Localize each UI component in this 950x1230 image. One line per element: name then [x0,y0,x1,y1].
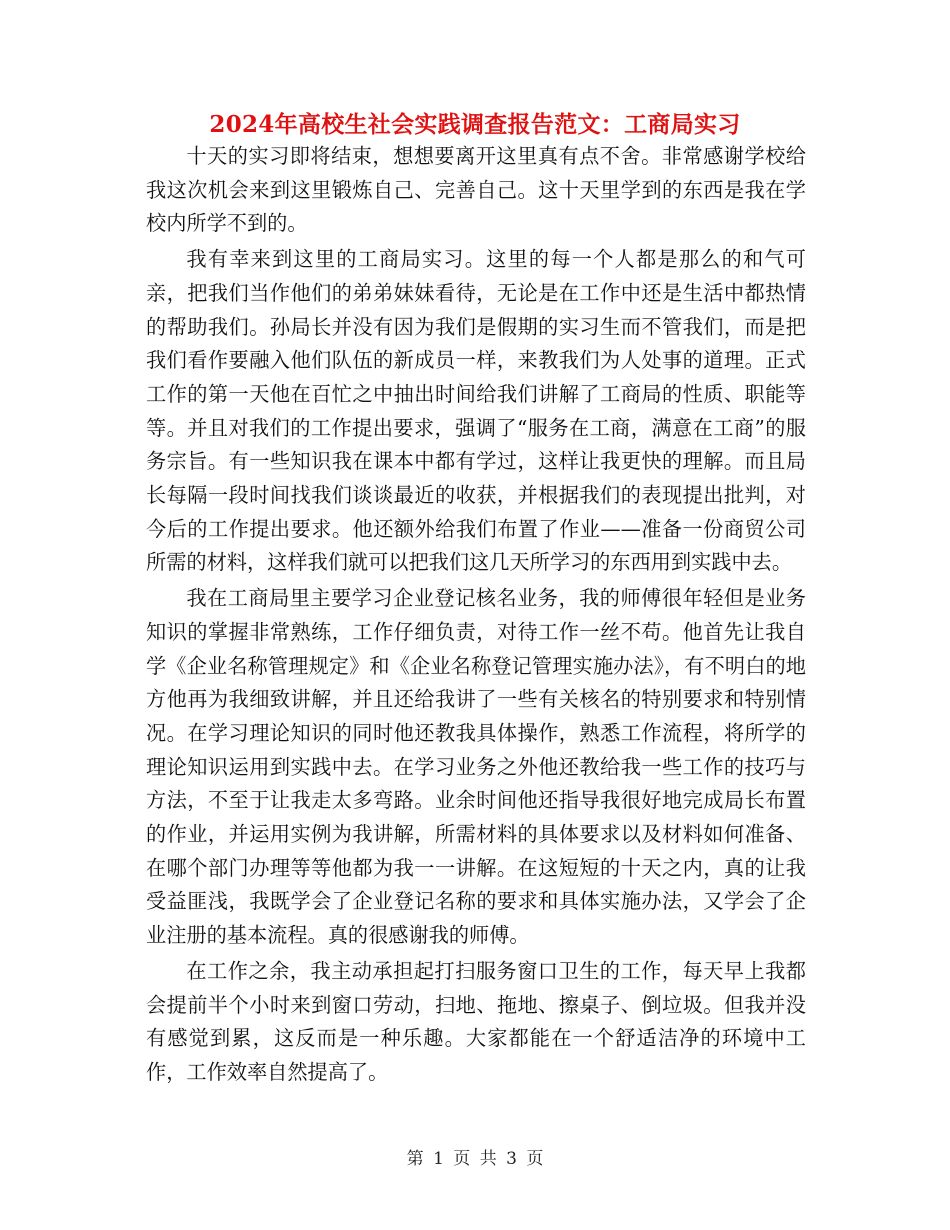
paragraph-2: 我有幸来到这里的工商局实习。这里的每一个人都是那么的和气可亲，把我们当作他们的弟弟妹妹看待，无论是在工作中还是生活中都热情的帮助我们。孙局长并没有因为我们是假期的实习生而不管我们，而是把我们看作要融入他们队伍的新成员一样，来教我们为人处事的道理。正式工作的第一天他在百忙之中抽出时间给我们讲解了工商局的性质、职能等等。并且对我们的工作提出要求，强调了“服务在工商，满意在工商”的服务宗旨。有一些知识我在课本中都有学过，这样让我更快的理解。而且局长每隔一段时间找我们谈谈最近的收获，并根据我们的表现提出批判，对今后的工作提出要求。他还额外给我们布置了作业——准备一份商贸公司所需的材料，这样我们就可以把我们这几天所学习的东西用到实践中去。 [146,247,806,575]
document-title: 2024年高校生社会实践调查报告范文：工商局实习 [209,111,741,138]
document-body [146,140,806,1090]
paragraph-3: 我在工商局里主要学习企业登记核名业务，我的师傅很年轻但是业务知识的掌握非常熟练，工作仔细负责，对待工作一丝不苟。他首先让我自学《企业名称管理规定》和《企业名称登记管理实施办法》，有不明白的地方他再为我细致讲解，并且还给我讲了一些有关核名的特别要求和特别情况。在学习理论知识的同时他还教我具体操作，熟悉工作流程，将所学的理论知识运用到实践中去。在学习业务之外他还教给我一些工作的技巧与方法，不至于让我走太多弯路。业余时间他还指导我很好地完成局长布置的作业，并运用实例为我讲解，所需材料的具体要求以及材料如何准备、在哪个部门办理等等他都为我一一讲解。在这短短的十天之内，真的让我受益匪浅，我既学会了企业登记名称的要求和具体实施办法，又学会了企业注册的基本流程。真的很感谢我的师傅。 [146,586,806,948]
page-number-footer: 第 1 页 共 3 页 [406,1149,544,1169]
paragraph-4: 在工作之余，我主动承担起打扫服务窗口卫生的工作，每天早上我都会提前半个小时来到窗口劳动，扫地、拖地、擦桌子、倒垃圾。但我并没有感觉到累，这反而是一种乐趣。大家都能在一个舒适洁净的环境中工作，工作效率自然提高了。 [146,958,806,1084]
paragraph-1: 十天的实习即将结束，想想要离开这里真有点不舍。非常感谢学校给我这次机会来到这里锻炼自己、完善自己。这十天里学到的东西是我在学校内所学不到的。 [146,144,806,236]
